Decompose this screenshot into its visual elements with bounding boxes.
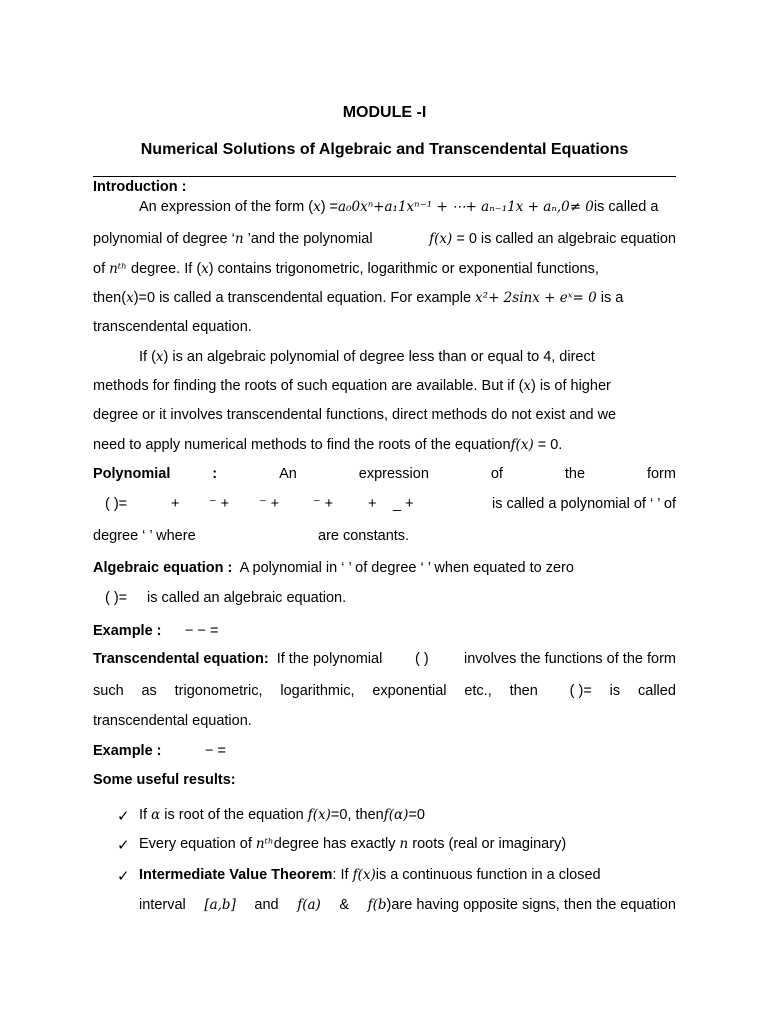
text-span: ) is of higher [531, 378, 611, 394]
text-span: degree. If ( [131, 261, 202, 277]
text-span: degree ‘ ’ where [93, 528, 196, 544]
text-span: expression [358, 466, 429, 482]
document-page [93, 0, 676, 1024]
text-span: − = [205, 743, 226, 759]
text-span: Transcendental equation: [93, 651, 269, 667]
title-divider [93, 176, 676, 177]
text-span: An expression of the form ( [139, 199, 314, 215]
text-span: f(b [367, 897, 387, 913]
text-span: Every equation of [139, 836, 252, 852]
text-span: An [279, 466, 297, 482]
text-span: x [155, 349, 164, 365]
text-span: : If [332, 867, 349, 883]
text-span: ( ) [415, 651, 429, 667]
text-group [368, 897, 676, 913]
text-span: is root of the equation [164, 807, 304, 823]
text-span: involves the functions of the form [464, 651, 676, 667]
text-span: then( [93, 290, 127, 306]
text-span: f(x) [352, 867, 376, 883]
text-span: of [490, 466, 503, 482]
text-span: exponential [372, 683, 447, 699]
transcendental-line-2 [93, 683, 676, 699]
text-span: Example : [93, 743, 162, 759]
text-group [139, 836, 566, 852]
text-span: f(x) [307, 807, 331, 823]
text-span: is called a polynomial of ‘ ’ of [491, 496, 676, 512]
chapter-title: Numerical Solutions of Algebraic and Transcendental Equations [140, 141, 629, 158]
text-span: ) contains trigonometric, logarithmic or exponential functions, [208, 261, 599, 277]
text-span: [a,b] [204, 897, 236, 913]
text-span: form [646, 466, 676, 482]
text-span: f(x) [429, 231, 453, 247]
text-span: such [93, 683, 124, 699]
text-span: = 0 is called an algebraic equation [456, 231, 676, 247]
text-span: ( )= [105, 590, 128, 606]
useful-results-heading: Some useful results: [93, 772, 236, 788]
text-span: ⁻ + [209, 496, 230, 512]
text-span: is a continuous function in a closed [375, 867, 601, 883]
text-span: are constants. [318, 528, 410, 544]
para2-line-1 [93, 349, 676, 365]
polynomial-expression: a₀0xⁿ+a₁1xⁿ⁻¹ + ⋯+ aₙ₋₁1x + aₙ,0≠ 0 [338, 199, 594, 215]
text-group [429, 231, 676, 247]
text-span: then [509, 683, 538, 699]
intro-line-4 [93, 290, 676, 306]
text-span: x [313, 199, 321, 215]
text-group [139, 867, 676, 883]
text-span: Algebraic equation : [93, 560, 233, 576]
text-span: etc., [464, 683, 492, 699]
text-span: Example : [93, 623, 162, 639]
text-span: logarithmic, [280, 683, 355, 699]
intro-line-1 [93, 199, 676, 215]
text-group [139, 867, 601, 883]
example-1 [93, 623, 676, 639]
text-span: f(a) [297, 897, 321, 913]
text-span: + [368, 496, 377, 512]
text-span: the [564, 466, 586, 482]
text-span: x [523, 378, 532, 394]
text-span: = 0. [537, 437, 563, 453]
text-span: degree has exactly [273, 836, 396, 852]
para2-line-3: degree or it involves transcendental functions, direct methods do not exist and we [93, 407, 617, 423]
polynomial-definition-line-3 [93, 528, 676, 544]
text-span: as [141, 683, 157, 699]
text-span: Polynomial [93, 466, 171, 482]
text-span: =0 [408, 807, 425, 823]
text-span: ) = [320, 199, 339, 215]
text-span: is called a [593, 199, 659, 215]
text-span: is called an algebraic equation. [147, 590, 347, 606]
text-span: ) is an algebraic polynomial of degree less than or equal to 4, direct [163, 349, 595, 365]
transcendental-line-3: transcendental equation. [93, 713, 252, 729]
text-span: is [609, 683, 621, 699]
para2-line-2 [93, 378, 676, 394]
text-group [139, 807, 425, 823]
text-group [93, 231, 373, 247]
text-span: A polynomial in ‘ ’ of degree ‘ ’ when equated to zero [239, 560, 574, 576]
text-span: n [399, 836, 409, 852]
checkmark-icon: ✓ [117, 868, 130, 885]
example-expression: x²+ 2sinx + eˣ= 0 [475, 290, 597, 306]
text-span: Intermediate Value Theorem [139, 867, 333, 883]
text-span: nᵗʰ [109, 261, 127, 277]
para2-line-4 [93, 437, 676, 453]
text-span: : [212, 466, 218, 482]
text-span: + [171, 496, 180, 512]
text-span: need to apply numerical methods to find the roots of the equation [93, 437, 511, 453]
text-span: If ( [139, 349, 156, 365]
text-span: nᵗʰ [255, 836, 274, 852]
text-span: If [139, 807, 148, 823]
text-span: )are having opposite signs, then the equation [386, 897, 676, 913]
checkmark-icon: ✓ [117, 837, 130, 854]
intro-line-3 [93, 261, 676, 277]
text-span: interval [139, 897, 186, 913]
text-span: ⁻ + [259, 496, 280, 512]
module-title: MODULE -I [342, 104, 427, 121]
text-span: of [93, 261, 106, 277]
text-span: ⁻ + [313, 496, 334, 512]
text-span: f(α) [383, 807, 409, 823]
text-span: & [339, 897, 350, 913]
example-2 [93, 743, 676, 759]
text-span: ’and the polynomial [243, 231, 373, 247]
text-span: x [126, 290, 134, 306]
text-group [139, 897, 676, 913]
transcendental-line-1 [93, 651, 676, 667]
text-span: ( )= [569, 683, 592, 699]
text-span: trigonometric, [174, 683, 263, 699]
text-span: x [201, 261, 209, 277]
text-span: roots (real or imaginary) [412, 836, 567, 852]
text-span: polynomial of degree ‘ [93, 231, 235, 247]
text-span: and [254, 897, 279, 913]
text-span: α [151, 807, 161, 823]
text-span: methods for finding the roots of such equation are available. But if ( [93, 378, 524, 394]
text-span: ( )= [105, 496, 128, 512]
text-span: is a [600, 290, 624, 306]
text-span: =0, then [330, 807, 384, 823]
polynomial-definition-line-1 [93, 466, 676, 482]
checkmark-icon: ✓ [117, 808, 130, 825]
text-span: n [234, 231, 244, 247]
text-span: called [638, 683, 676, 699]
text-span: )=0 is called a transcendental equation. For example [133, 290, 472, 306]
intro-line-2 [93, 231, 676, 247]
intro-line-5: transcendental equation. [93, 319, 252, 335]
text-span: If the polynomial [276, 651, 383, 667]
text-span: _ + [393, 496, 414, 512]
text-span: − − = [185, 623, 219, 639]
intro-heading: Introduction : [93, 179, 187, 195]
algebraic-equation-line-1 [93, 560, 676, 576]
text-span: f(x) [510, 437, 534, 453]
